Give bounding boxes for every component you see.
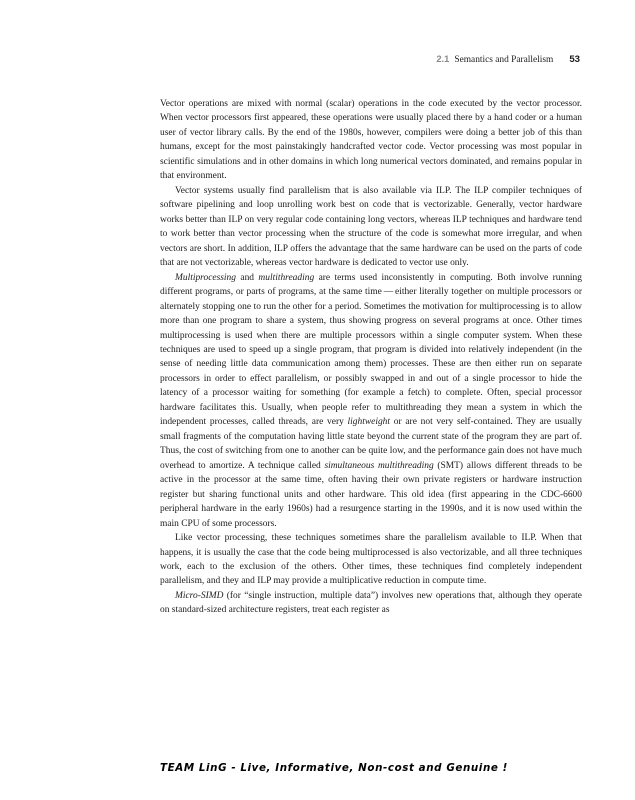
running-header <box>160 53 580 67</box>
text-run: Vector operations are mixed with normal (scalar) operations in the code executed by the vector processor. When vector processors first appeared, these operations were usually placed there by a hand coder or a human user of vector library calls. By the end of the 1980s, however, compilers were doing a better job of this than humans, except for the most painstakingly handcrafted vector code. Vector processing was most popular in scientific simulations and in other domains in which long numerical vectors dominated, and remains popular in that environment. <box>160 99 582 182</box>
paragraph <box>160 589 582 618</box>
paragraph <box>160 271 582 531</box>
watermark-footer: TEAM LinG - Live, Informative, Non-cost and Genuine ! <box>160 762 508 774</box>
text-run: or are not very self-contained. They are usually small fragments of the computation having little state beyond the current state of the program they are part of. Thus, the cost of switching from one to another can be quite low, and the performance gain does not have much overhead to amortize. A technique called <box>160 417 582 471</box>
italic-term: multithreading <box>258 272 315 283</box>
italic-term: Micro-SIMD <box>175 590 224 601</box>
text-run: (SMT) allows different threads to be active in the processor at the same time, often having their own private registers or hardware instruction register but sharing functional units and other hardware. This old idea (first appearing in the CDC-6600 peripheral hardware in the early 1960s) had a resurgence starting in the 1990s, and it is now used within the main CPU of some processors. <box>160 460 582 529</box>
section-number: 2.1 <box>436 53 450 64</box>
italic-term: lightweight <box>347 417 391 428</box>
text-run: and <box>236 272 259 283</box>
paragraph <box>160 184 582 271</box>
page-number: 53 <box>569 54 580 65</box>
italic-term: Multiprocessing <box>175 272 236 283</box>
text-run: (for “single instruction, multiple data”) involves new operations that, although they operate on standard-sized architecture registers, treat each register as <box>160 590 582 616</box>
paragraph <box>160 97 582 184</box>
text-run: Vector systems usually find parallelism that is also available via ILP. The ILP compiler techniques of software pipelining and loop unrolling work best on code that is vectorizable. Generally, vector hardware works better than ILP on very regular code containing long vectors, whereas ILP techniques and hardware tend to work better than vector processing when the structure of the code is somewhat more irregular, and when vectors are short. In addition, ILP offers the advantage that the same hardware can be used on the parts of code that are not vectorizable, whereas vector hardware is dedicated to vector use only. <box>160 185 582 269</box>
body-text <box>160 97 582 618</box>
italic-term: simultaneous multithreading <box>324 460 434 471</box>
paragraph <box>160 531 582 589</box>
text-run: are terms used inconsistently in computing. Both involve running different programs, or parts of programs, at the same time — either literally together on multiple processors or alternately stopping one to run the other for a period. Sometimes the motivation for multiprocessing is to allow more than one program to share a system, thus showing progress on several programs at once. Other times multiprocessing is used when there are multiple processors within a single computer system. When these techniques are used to speed up a single program, that program is divided into relatively independent (in the sense of needing little data communication among them) processes. These are then either run on separate processors in order to effect parallelism, or possibly swapped in and out of a single processor to hide the latency of a processor waiting for something (for example a fetch) to complete. Often, special processor hardware facilitates this. Usually, when people refer to multithreading they mean a system in which the independent processes, called threads, are very <box>160 272 582 428</box>
section-title: Semantics and Parallelism <box>454 55 554 65</box>
text-run: Like vector processing, these techniques sometimes share the parallelism available to ILP. When that happens, it is usually the case that the code being multiprocessed is also vectorizable, and all three techniques work, each to the exclusion of the others. Other times, these techniques find completely independent parallelism, and they and ILP may provide a multiplicative reduction in compute time. <box>160 533 582 587</box>
